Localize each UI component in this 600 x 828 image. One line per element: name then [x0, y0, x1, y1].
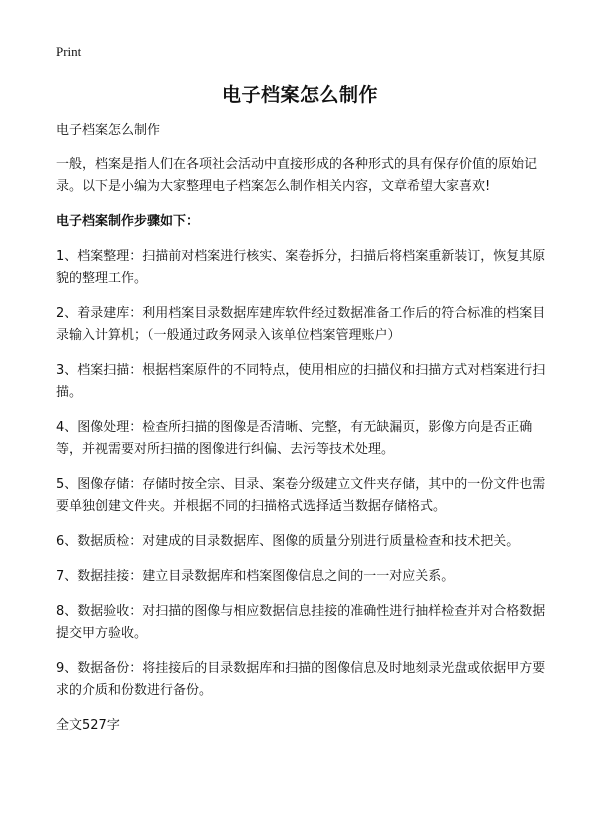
step-paragraph: 1、档案整理：扫描前对档案进行核实、案卷拆分，扫描后将档案重新装订，恢复其原貌的整理工作。	[56, 249, 546, 286]
page-title: 电子档案怎么制作	[221, 84, 378, 106]
article-body	[56, 120, 550, 750]
step-paragraph: 4、图像处理：检查所扫描的图像是否清晰、完整，有无缺漏页，影像方向是否正确等，并视需要对所扫描的图像进行纠偏、去污等技术处理。	[56, 420, 533, 457]
print-link[interactable]: Print	[56, 44, 82, 59]
step-paragraph: 7、数据挂接：建立目录数据库和档案图像信息之间的一一对应关系。	[56, 569, 455, 584]
step-paragraph: 9、数据备份：将挂接后的目录数据库和扫描的图像信息及时地刻录光盘或依据甲方要求的介质和份数进行备份。	[56, 661, 546, 698]
steps-heading: 电子档案制作步骤如下：	[56, 214, 200, 229]
word-count: 全文527字	[56, 718, 120, 733]
article-subtitle: 电子档案怎么制作	[56, 123, 161, 138]
intro-paragraph: 一般，档案是指人们在各项社会活动中直接形成的各种形式的具有保存价值的原始记录。以下是小编为大家整理电子档案怎么制作相关内容，文章希望大家喜欢!	[56, 157, 538, 194]
step-paragraph: 5、图像存储：存储时按全宗、目录、案卷分级建立文件夹存储，其中的一份文件也需要单独创建文件夹。并根据不同的扫描格式选择适当数据存储格式。	[56, 477, 546, 514]
step-paragraph: 6、数据质检：对建成的目录数据库、图像的质量分别进行质量检查和技术把关。	[56, 534, 520, 549]
step-paragraph: 8、数据验收：对扫描的图像与相应数据信息挂接的准确性进行抽样检查并对合格数据提交甲方验收。	[56, 604, 546, 641]
step-paragraph: 2、着录建库：利用档案目录数据库建库软件经过数据准备工作后的符合标准的档案目录输入计算机；（一般通过政务网录入该单位档案管理账户）	[56, 306, 546, 343]
step-paragraph: 3、档案扫描：根据档案原件的不同特点，使用相应的扫描仪和扫描方式对档案进行扫描。	[56, 363, 546, 400]
